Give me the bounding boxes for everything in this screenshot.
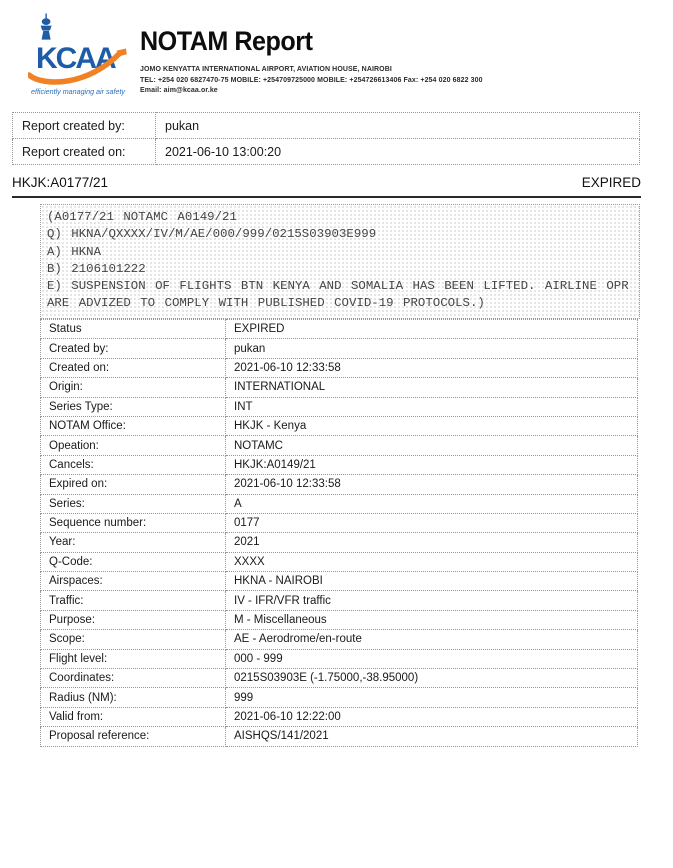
logo-text: KCAA [36,42,115,75]
phone-line: TEL: +254 020 6827470-75 MOBILE: +254709725000 MOBILE: +254726613406 Fax: +254 020 6822 300 [140,76,483,84]
detail-label: Status [41,320,226,339]
table-row [41,339,638,358]
table-row [41,572,638,591]
table-row [41,591,638,610]
detail-label: Opeation: [41,436,226,455]
table-row [41,320,638,339]
detail-value: 0215S03903E (-1.75000,-38.95000) [226,669,638,688]
detail-label: Radius (NM): [41,688,226,707]
detail-label: Origin: [41,378,226,397]
detail-value: NOTAMC [226,436,638,455]
table-row [41,610,638,629]
table-row [13,139,640,165]
notam-text-line: (A0177/21 NOTAMC A0149/21 [47,210,237,224]
detail-value: HKJK - Kenya [226,416,638,435]
table-row [41,475,638,494]
table-row [41,669,638,688]
table-row [13,113,640,139]
kcaa-logo-graphic [28,13,128,99]
page-title: NOTAM Report [140,26,313,56]
detail-label: Airspaces: [41,572,226,591]
detail-label: Coordinates: [41,669,226,688]
detail-value: XXXX [226,552,638,571]
meta-value: 2021-06-10 13:00:20 [156,139,640,165]
detail-value: HKNA - NAIROBI [226,572,638,591]
notam-id-bar [12,175,641,198]
detail-value: 0177 [226,513,638,532]
table-row [41,727,638,746]
table-row [41,494,638,513]
table-row [41,688,638,707]
detail-value: 999 [226,688,638,707]
detail-label: Valid from: [41,707,226,726]
notam-text-line: E) SUSPENSION OF FLIGHTS BTN KENYA AND SOMALIA HAS BEEN LIFTED. AIRLINE OPR [47,279,629,294]
notam-text-line: Q) HKNA/QXXXX/IV/M/AE/000/999/0215S03903E999 [47,227,377,242]
control-tower-icon [41,14,52,40]
detail-value: INT [226,397,638,416]
table-row [41,552,638,571]
detail-label: Purpose: [41,610,226,629]
detail-value: pukan [226,339,638,358]
table-row [41,358,638,377]
detail-label: Flight level: [41,649,226,668]
detail-label: Cancels: [41,455,226,474]
status-badge: EXPIRED [581,175,641,190]
detail-value: IV - IFR/VFR traffic [226,591,638,610]
table-row [41,378,638,397]
report-header [140,26,650,97]
detail-label: Created by: [41,339,226,358]
meta-value: pukan [156,113,640,139]
detail-label: Series: [41,494,226,513]
detail-label: NOTAM Office: [41,416,226,435]
detail-value: 2021 [226,533,638,552]
detail-label: Scope: [41,630,226,649]
detail-value: A [226,494,638,513]
detail-value: INTERNATIONAL [226,378,638,397]
meta-label: Report created on: [13,139,156,165]
notam-text-line: A) HKNA [47,244,102,259]
logo-tagline: efficiently managing air safety [31,89,126,96]
detail-value: 2021-06-10 12:33:58 [226,475,638,494]
notam-text-box [40,204,640,319]
detail-label: Series Type: [41,397,226,416]
detail-value: AE - Aerodrome/en-route [226,630,638,649]
detail-value: 2021-06-10 12:22:00 [226,707,638,726]
detail-value: M - Miscellaneous [226,610,638,629]
detail-value: HKJK:A0149/21 [226,455,638,474]
table-row [41,397,638,416]
notam-text-line: B) 2106101222 [47,261,146,276]
table-row [41,630,638,649]
table-row [41,513,638,532]
detail-label: Created on: [41,358,226,377]
table-row [41,455,638,474]
table-row [41,649,638,668]
detail-label: Expired on: [41,475,226,494]
detail-label: Q-Code: [41,552,226,571]
table-row [41,416,638,435]
detail-value: AISHQS/141/2021 [226,727,638,746]
detail-label: Year: [41,533,226,552]
meta-label: Report created by: [13,113,156,139]
notam-details-table [40,319,638,747]
detail-label: Sequence number: [41,513,226,532]
report-meta-table [12,112,640,165]
detail-value: 2021-06-10 12:33:58 [226,358,638,377]
email-line: Email: aim@kcaa.or.ke [140,87,218,94]
table-row [41,436,638,455]
address-line: JOMO KENYATTA INTERNATIONAL AIRPORT, AVIATION HOUSE, NAIROBI [140,66,392,73]
notam-text-line: ARE ADVIZED TO COMPLY WITH PUBLISHED COVID-19 PROTOCOLS.) [47,296,485,311]
notam-id: HKJK:A0177/21 [12,175,109,190]
detail-value: EXPIRED [226,320,638,339]
detail-label: Traffic: [41,591,226,610]
table-row [41,707,638,726]
kcaa-logo [28,13,128,99]
detail-value: 000 - 999 [226,649,638,668]
table-row [41,533,638,552]
detail-label: Proposal reference: [41,727,226,746]
